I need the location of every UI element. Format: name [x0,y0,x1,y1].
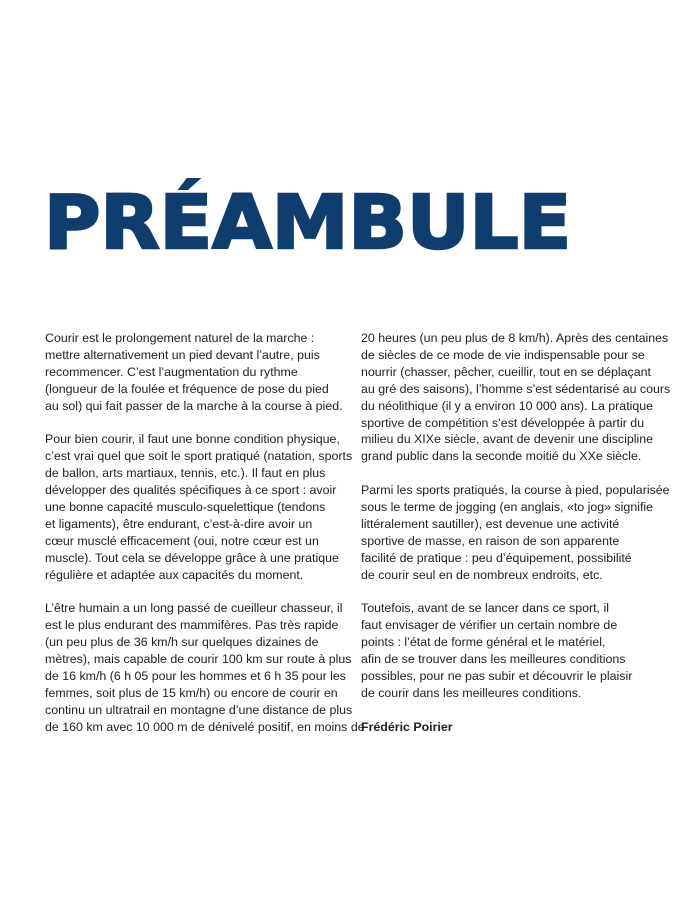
text-line: de ballon, arts martiaux, tennis, etc.). Il faut en plus [45,466,326,481]
text-line: cœur musclé efficacement (oui, notre cœur est un [45,533,319,548]
text-line: sportive de masse, en raison de son apparente [361,533,620,548]
text-line: Pour bien courir, il faut une bonne condition physique, [45,432,340,447]
text-line: Parmi les sports pratiqués, la course à pied, popularisée [361,483,670,498]
text-line: milieu du XIXe siècle, avant de devenir une discipline [361,432,654,447]
text-line: mètres), mais capable de courir 100 km sur route à plus [45,652,352,667]
text-line: femmes, soit plus de 15 km/h) ou encore de courir en [45,686,338,700]
paragraph [45,330,345,415]
text-line: afin de se trouver dans les meilleures conditions [361,652,626,667]
text-line: 20 heures (un peu plus de 8 km/h). Après des centaines [361,331,669,345]
text-line: recommencer. C’est l’augmentation du rythme [45,364,298,379]
page-title: PRÉAMBULE [44,180,572,266]
text-line: sportive de compétition s’est développée à partir du [361,415,645,430]
text-line: Toutefois, avant de se lancer dans ce sport, il [361,601,609,616]
text-line: L’être humain a un long passé de cueilleur chasseur, il [45,601,343,616]
text-line: de courir dans les meilleures conditions. [361,686,582,700]
text-line: grand public dans la seconde moitié du XXe siècle. [361,449,642,464]
paragraph [45,431,353,583]
paragraph [361,482,670,583]
text-line: (longueur de la foulée et fréquence de pose du pied [45,381,329,396]
text-line: muscle). Tout cela se développe grâce à une pratique [45,550,339,565]
text-line: de 16 km/h (6 h 05 pour les hommes et 6 h 35 pour les [45,669,346,684]
text-line: régulière et adaptée aux capacités du moment. [45,567,304,582]
text-line: au gré des saisons), l’homme s’est sédentarisé au cours [361,381,671,396]
text-line: c’est vrai quel que soit le sport pratiqué (natation, sports [45,449,353,464]
text-column-left [45,330,365,753]
text-line: de courir seul en de nombreux endroits, etc. [361,567,603,582]
text-line: du néolithique (il y a environ 10 000 ans). La pratique [361,398,654,413]
paragraph [45,600,365,735]
text-line: points : l’état de forme général et le matériel, [361,635,606,650]
text-line: sous le terme de jogging (en anglais, «to jog» signifie [361,500,654,515]
text-line: possibles, pour ne pas subir et découvrir le plaisir [361,669,633,684]
paragraph [361,330,671,465]
paragraph [361,600,653,701]
text-line: littéralement sautiller), est devenue une activité [361,516,620,531]
author-signature: Frédéric Poirier [361,719,453,734]
text-line: facilité de pratique : peu d’équipement, possibilité [361,550,632,565]
text-line: de 160 km avec 10 000 m de dénivelé positif, en moins de [45,719,365,734]
text-line: Courir est le prolongement naturel de la marche : [45,331,315,345]
text-line: (un peu plus de 36 km/h sur quelques dizaines de [45,635,319,650]
text-line: mettre alternativement un pied devant l’autre, puis [45,347,320,362]
text-line: est le plus endurant des mammifères. Pas très rapide [45,618,339,633]
text-line: au sol) qui fait passer de la marche à la course à pied. [45,398,343,413]
text-line: continu un ultratrail en montagne d’une distance de plus [45,702,353,717]
text-line: faut envisager de vérifier un certain nombre de [361,618,618,633]
text-line: développer des qualités spécifiques à ce sport : avoir [45,483,337,498]
text-column-right [361,330,671,736]
text-line: une bonne capacité musculo-squelettique (tendons [45,500,326,515]
text-line: et ligaments), être endurant, c’est-à-dire avoir un [45,516,313,531]
text-line: nourrir (chasser, pêcher, cueillir, tout en se déplaçant [361,364,651,379]
text-line: de siècles de ce mode de vie indispensable pour se [361,347,645,362]
